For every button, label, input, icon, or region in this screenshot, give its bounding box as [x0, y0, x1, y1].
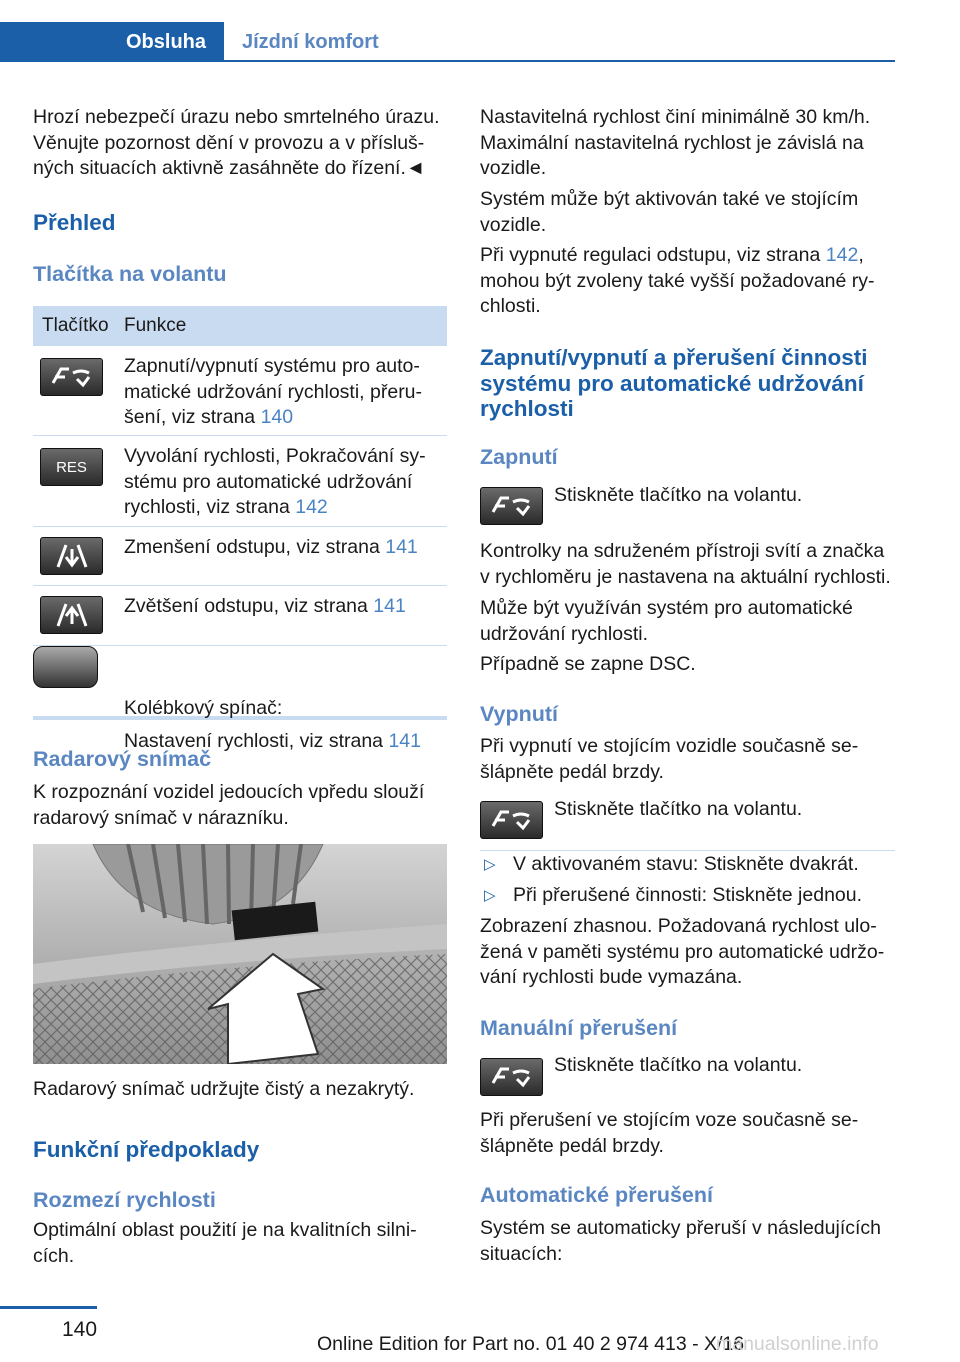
tab-obsluha[interactable]: Obsluha: [0, 22, 224, 62]
distance-decrease-icon: [40, 537, 103, 575]
heading-radar: Radarový snímač: [33, 747, 212, 771]
manualni-text: Při přerušení ve stojícím voze současně se‐ šlápněte pedál brzdy.: [480, 1109, 859, 1157]
heading-funkcni: Funkční předpoklady: [33, 1137, 260, 1162]
heading-zapnuti: Zapnutí: [480, 445, 558, 469]
page-link[interactable]: 141: [385, 536, 418, 558]
table-row: [33, 436, 447, 527]
page-link[interactable]: 140: [260, 406, 294, 428]
vypnuti-text-2: Zobrazení zhasnou. Požadovaná rychlost ulo‐ žená v paměti systému pro automatické udržo‐ vání rychlosti bude vymazána.: [480, 915, 885, 988]
right-p1: Nastavitelná rychlost činí minimálně 30 km/h. Maximální nastavitelná rychlost je závislá na vozidle.: [480, 106, 871, 179]
right-p2: Systém může být aktivován také ve stojícím vozidle.: [480, 188, 859, 236]
col-funkce: Funkce: [124, 315, 187, 336]
vypnuti-text: Při vypnutí ve stojícím vozidle současně se‐ šlápněte pedál brzdy.: [480, 735, 859, 783]
row-function: Zmenšení odstupu, viz strana 141: [124, 536, 418, 558]
bullet-triangle-icon: ▷: [484, 856, 496, 873]
res-icon: RES: [40, 448, 103, 486]
table-row: [33, 646, 447, 752]
row-function: Vyvolání rychlosti, Pokračování sy‐ stému pro automatické udržování rychlosti, viz strana 142: [124, 445, 426, 518]
radar-sensor-photo: [33, 844, 447, 1064]
table-row: [33, 586, 447, 646]
bullet-triangle-icon: ▷: [484, 887, 496, 904]
row-function: Zapnutí/vypnutí systému pro auto‐ matické udržování rychlosti, přeru‐ šení, viz strana 140: [124, 355, 423, 428]
cruise-control-icon: [480, 801, 543, 839]
page-number: 140: [62, 1318, 98, 1341]
distance-increase-icon: [40, 596, 103, 634]
press-instruction: Stiskněte tlačítko na volantu.: [554, 484, 803, 506]
radar-text: K rozpoznání vozidel jedoucích vpředu slouží radarový snímač v nárazníku.: [33, 781, 425, 829]
zapnuti-text-3: Případně se zapne DSC.: [480, 653, 696, 675]
automaticke-text: Systém se automaticky přeruší v následujících situacích:: [480, 1217, 881, 1265]
rocker-switch-icon: [33, 646, 98, 688]
zapnuti-text-2: Může být využíván systém pro automatické udržování rychlosti.: [480, 597, 853, 645]
col-tlacitko: Tlačítko: [42, 315, 109, 336]
divider: [480, 850, 895, 851]
press-instruction: Stiskněte tlačítko na volantu.: [554, 1054, 803, 1076]
table-row: [33, 346, 447, 436]
table-row: [33, 527, 447, 586]
cruise-control-icon: [40, 358, 103, 396]
bullet-list: [480, 852, 900, 912]
heading-zapnuti-vypnuti: Zapnutí/vypnutí a přerušení činnosti systému pro automatické udržování rychlosti: [480, 345, 868, 421]
edition-text: Online Edition for Part no. 01 40 2 974 413 - X/16: [317, 1333, 745, 1355]
heading-tlacitka: Tlačítka na volantu: [33, 262, 227, 286]
heading-manualni: Manuální přerušení: [480, 1016, 678, 1040]
right-p3: Při vypnuté regulaci odstupu, viz strana 142, mohou být zvoleny také vyšší požadované ry‐ chlosti.: [480, 244, 875, 317]
list-item: Při přerušené činnosti: Stiskněte jednou.: [513, 884, 863, 906]
cruise-control-icon: [480, 487, 543, 525]
cruise-control-icon: [480, 1058, 543, 1096]
watermark: manualsonline.info: [716, 1333, 879, 1355]
heading-prehled: Přehled: [33, 210, 116, 235]
heading-rozmezi: Rozmezí rychlosti: [33, 1188, 216, 1212]
page-link[interactable]: 141: [373, 595, 406, 617]
zapnuti-text: Kontrolky na sdruženém přístroji svítí a značka v rychloměru je nastavena na aktuální rychlosti.: [480, 540, 891, 588]
heading-vypnuti: Vypnutí: [480, 702, 559, 726]
row-function: Zvětšení odstupu, viz strana 141: [124, 595, 406, 617]
page-link[interactable]: 141: [388, 729, 421, 752]
page-link[interactable]: 142: [295, 496, 328, 518]
footer-rule: [0, 1306, 97, 1309]
press-instruction: Stiskněte tlačítko na volantu.: [554, 798, 803, 820]
buttons-table: [33, 306, 447, 752]
table-header: [33, 306, 447, 346]
tab-jizdni-komfort[interactable]: Jízdní komfort: [242, 30, 379, 53]
heading-automaticke: Automatické přerušení: [480, 1183, 713, 1207]
rozmezi-text: Optimální oblast použití je na kvalitních silni‐ cích.: [33, 1219, 417, 1267]
list-item: V aktivovaném stavu: Stiskněte dvakrát.: [513, 853, 859, 875]
intro-text: Hrozí nebezpečí úrazu nebo smrtelného úrazu. Věnujte pozornost dění v provozu a v přísluš‐ ných situacích aktivně zasáhněte do řízení.◄: [33, 106, 440, 179]
page-link[interactable]: 142: [825, 244, 859, 266]
radar-note: Radarový snímač udržujte čistý a nezakrytý.: [33, 1078, 415, 1100]
row-function: Kolébkový spínač: Nastavení rychlosti, viz strana 141: [124, 697, 421, 752]
